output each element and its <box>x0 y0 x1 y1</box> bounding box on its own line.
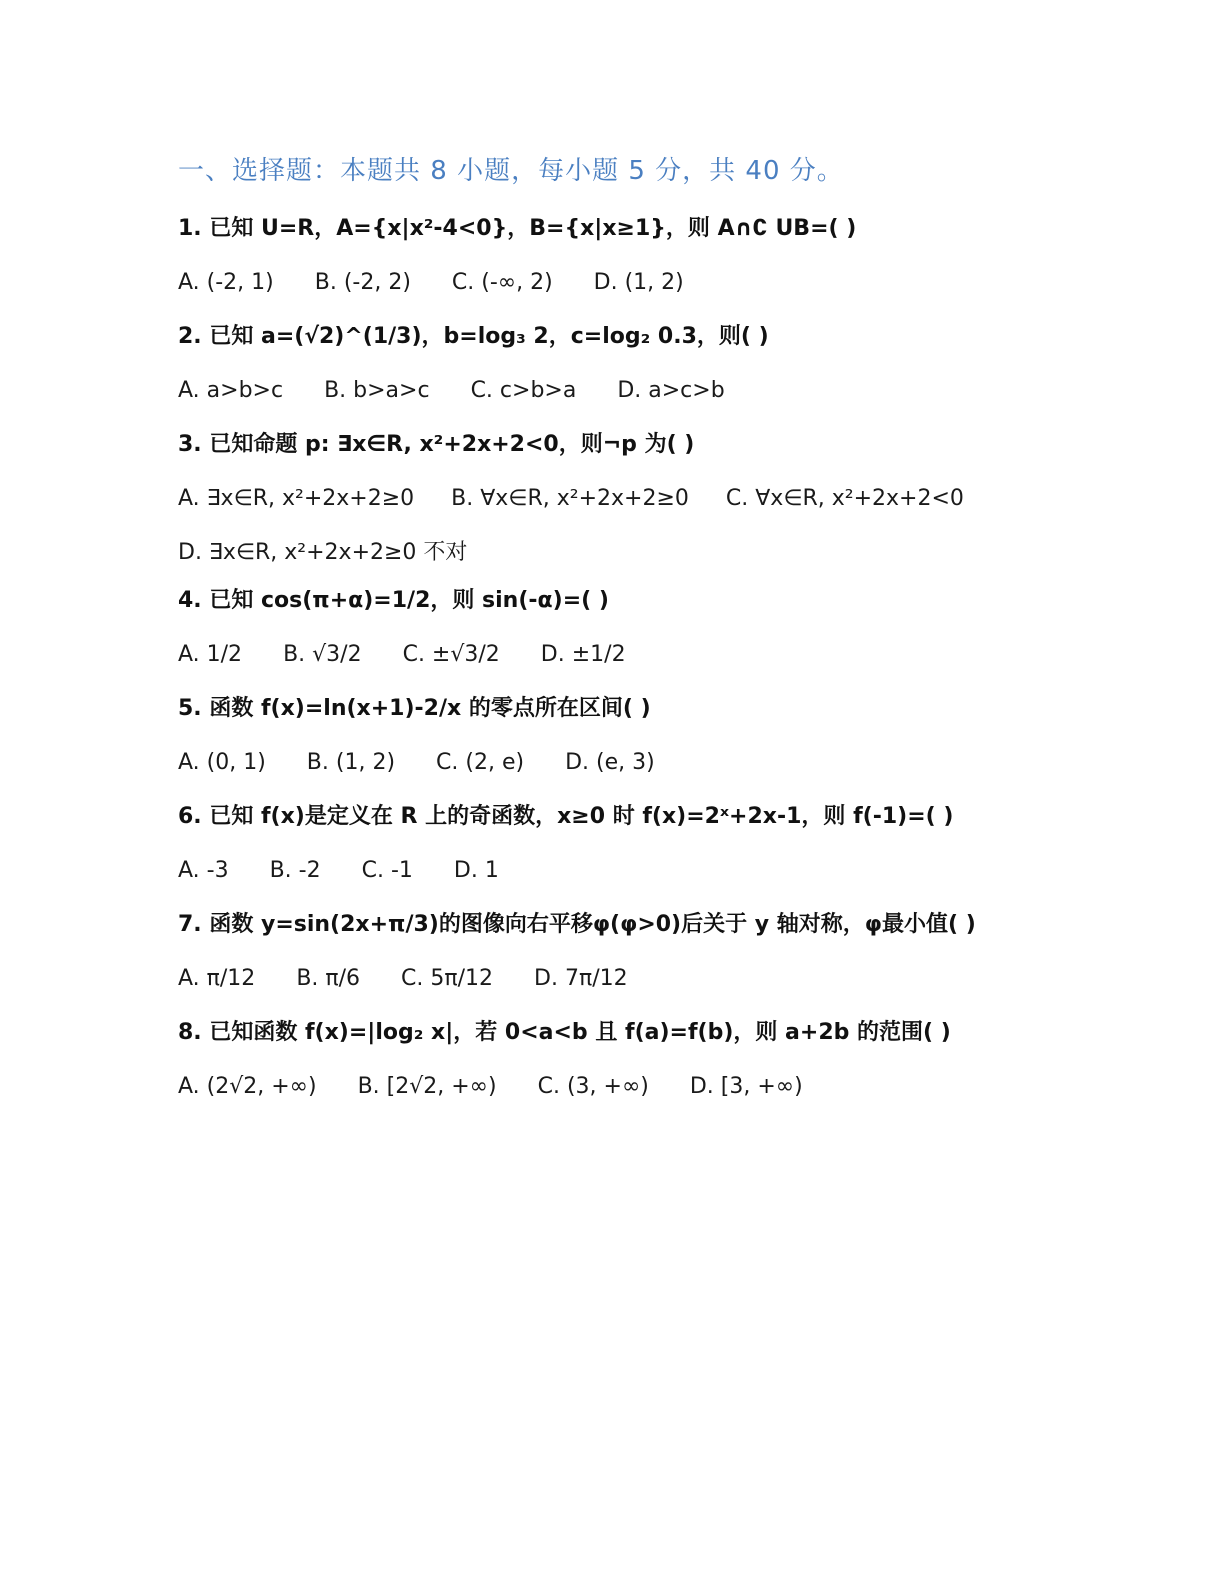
option-d: D. (e, 3) <box>565 750 655 775</box>
option-d: D. [3, +∞) <box>689 1074 803 1099</box>
option-b: B. π/6 <box>296 966 361 991</box>
option-b: B. (1, 2) <box>306 750 396 775</box>
question-7-stem: 7. 函数 y=sin(2x+π/3)的图像向右平移φ(φ>0)后关于 y 轴对称，φ最小值( ) <box>178 912 976 937</box>
option-c: C. -1 <box>361 858 413 883</box>
question-8-options <box>178 1072 837 1102</box>
option-c: C. 5π/12 <box>401 966 494 991</box>
question-7-options <box>178 964 662 994</box>
option-b: B. b>a>c <box>324 378 430 403</box>
option-b: B. [2√2, +∞) <box>357 1074 497 1099</box>
option-a: A. 1/2 <box>178 642 243 667</box>
question-1-stem: 1. 已知 U=R，A={x|x²-4<0}，B={x|x≥1}，则 A∩∁ UB=( ) <box>178 216 857 241</box>
option-a: A. a>b>c <box>178 378 284 403</box>
option-a: A. π/12 <box>178 966 256 991</box>
option-b: B. √3/2 <box>283 642 362 667</box>
option-a: A. (2√2, +∞) <box>178 1074 317 1099</box>
option-d: D. ±1/2 <box>540 642 626 667</box>
question-3-options <box>178 472 1028 580</box>
option-a: A. ∃x∈R, x²+2x+2≥0 <box>178 486 415 511</box>
question-4-stem: 4. 已知 cos(π+α)=1/2，则 sin(-α)=( ) <box>178 588 609 613</box>
option-a: A. -3 <box>178 858 229 883</box>
option-d: D. 7π/12 <box>534 966 628 991</box>
question-6-options <box>178 856 533 886</box>
option-b: B. ∀x∈R, x²+2x+2≥0 <box>451 486 689 511</box>
question-8-stem: 8. 已知函数 f(x)=|log₂ x|，若 0<a<b 且 f(a)=f(b)，则 a+2b 的范围( ) <box>178 1020 951 1045</box>
option-d: D. 1 <box>453 858 499 883</box>
option-d: D. (1, 2) <box>593 270 684 295</box>
option-c: C. ∀x∈R, x²+2x+2<0 <box>725 486 964 511</box>
option-c: C. (-∞, 2) <box>451 270 553 295</box>
option-c: C. ±√3/2 <box>402 642 500 667</box>
option-c: C. (3, +∞) <box>537 1074 649 1099</box>
section-title: 一、选择题：本题共 8 小题，每小题 5 分，共 40 分。 <box>178 156 844 186</box>
question-4-options <box>178 640 660 670</box>
question-2-stem: 2. 已知 a=(√2)^(1/3)，b=log₃ 2，c=log₂ 0.3，则( ) <box>178 324 769 349</box>
option-c: C. (2, e) <box>436 750 525 775</box>
question-2-options <box>178 376 759 406</box>
option-d: D. ∃x∈R, x²+2x+2≥0 不对 <box>178 540 468 565</box>
question-6-stem: 6. 已知 f(x)是定义在 R 上的奇函数，x≥0 时 f(x)=2ˣ+2x-1，则 f(-1)=( ) <box>178 804 954 829</box>
option-b: B. -2 <box>269 858 321 883</box>
question-5-options <box>178 748 689 778</box>
question-3-stem: 3. 已知命题 p: ∃x∈R, x²+2x+2<0，则¬p 为( ) <box>178 432 695 457</box>
question-5-stem: 5. 函数 f(x)=ln(x+1)-2/x 的零点所在区间( ) <box>178 696 651 721</box>
option-d: D. a>c>b <box>617 378 725 403</box>
option-a: A. (0, 1) <box>178 750 266 775</box>
option-b: B. (-2, 2) <box>314 270 411 295</box>
question-1-options <box>178 268 718 298</box>
option-a: A. (-2, 1) <box>178 270 274 295</box>
option-c: C. c>b>a <box>470 378 577 403</box>
